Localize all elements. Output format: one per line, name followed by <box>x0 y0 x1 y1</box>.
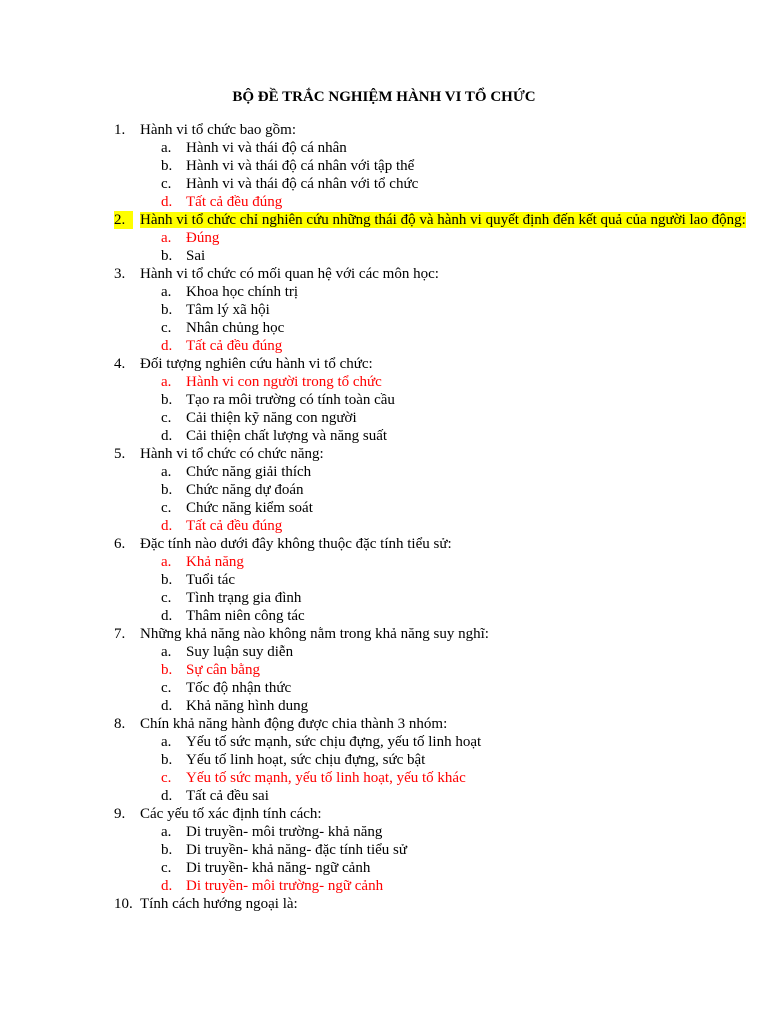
question-2 <box>0 211 768 229</box>
option-letter: b. <box>161 248 173 264</box>
option-text: Chức năng giải thích <box>186 464 312 480</box>
option-7-d <box>0 697 768 715</box>
option-text: Sai <box>186 248 206 264</box>
option-4-b <box>0 391 768 409</box>
question-text: Đặc tính nào dưới đây không thuộc đặc tính tiểu sử: <box>140 536 452 552</box>
option-6-b <box>0 571 768 589</box>
option-text: Di truyền- khả năng- ngữ cảnh <box>186 860 371 876</box>
option-letter: a. <box>161 824 172 840</box>
option-text: Cải thiện kỹ năng con người <box>186 410 357 426</box>
option-text: Sự cân bằng <box>186 662 260 678</box>
option-letter: c. <box>161 590 172 606</box>
question-text: Hành vi tổ chức bao gồm: <box>140 122 297 138</box>
option-letter: c. <box>161 500 172 516</box>
option-text: Khoa học chính trị <box>186 284 299 300</box>
option-2-a <box>0 229 768 247</box>
option-text: Di truyền- môi trường- khả năng <box>186 824 383 840</box>
option-text: Hành vi con người trong tổ chức <box>186 374 382 390</box>
option-9-a <box>0 823 768 841</box>
option-letter: c. <box>161 176 172 192</box>
option-letter: a. <box>161 230 172 246</box>
option-1-b <box>0 157 768 175</box>
option-3-c <box>0 319 768 337</box>
option-letter: d. <box>161 194 173 210</box>
question-10 <box>0 895 768 913</box>
option-3-a <box>0 283 768 301</box>
option-letter: b. <box>161 302 173 318</box>
option-letter: d. <box>161 788 173 804</box>
question-text: Hành vi tổ chức chỉ nghiên cứu những thái độ và hành vi quyết định đến kết quả của người lao động: <box>140 212 746 228</box>
option-letter: c. <box>161 320 172 336</box>
option-letter: c. <box>161 410 172 426</box>
option-9-c <box>0 859 768 877</box>
option-text: Tất cả đều đúng <box>186 194 283 210</box>
option-text: Di truyền- khả năng- đặc tính tiểu sử <box>186 842 407 858</box>
option-letter: a. <box>161 644 172 660</box>
option-letter: b. <box>161 158 173 174</box>
option-2-b <box>0 247 768 265</box>
question-3 <box>0 265 768 283</box>
option-4-c <box>0 409 768 427</box>
option-text: Yếu tố linh hoạt, sức chịu đựng, sức bật <box>186 752 426 768</box>
option-1-c <box>0 175 768 193</box>
option-text: Di truyền- môi trường- ngữ cảnh <box>186 878 384 894</box>
question-4 <box>0 355 768 373</box>
question-number: 10. <box>114 896 133 912</box>
option-8-b <box>0 751 768 769</box>
option-letter: b. <box>161 572 173 588</box>
option-text: Tạo ra môi trường có tính toàn cầu <box>186 392 395 408</box>
option-letter: d. <box>161 878 173 894</box>
option-letter: d. <box>161 518 173 534</box>
question-text: Tính cách hướng ngoại là: <box>140 896 298 912</box>
page-title: BỘ ĐỀ TRẮC NGHIỆM HÀNH VI TỔ CHỨC <box>232 89 536 105</box>
option-text: Yếu tố sức mạnh, sức chịu đựng, yếu tố linh hoạt <box>186 734 482 750</box>
option-text: Tất cả đều đúng <box>186 338 283 354</box>
option-text: Tất cả đều sai <box>186 788 269 804</box>
option-letter: a. <box>161 464 172 480</box>
option-text: Tình trạng gia đình <box>186 590 302 606</box>
question-text: Đối tượng nghiên cứu hành vi tổ chức: <box>140 356 373 372</box>
option-1-a <box>0 139 768 157</box>
option-letter: c. <box>161 680 172 696</box>
option-4-a <box>0 373 768 391</box>
option-text: Thâm niên công tác <box>186 608 305 624</box>
option-letter: a. <box>161 374 172 390</box>
option-letter: d. <box>161 698 173 714</box>
question-number: 2. <box>114 211 133 229</box>
question-number: 5. <box>114 446 126 462</box>
option-letter: d. <box>161 428 173 444</box>
option-letter: d. <box>161 338 173 354</box>
option-letter: a. <box>161 734 172 750</box>
question-7 <box>0 625 768 643</box>
option-7-a <box>0 643 768 661</box>
option-letter: b. <box>161 752 173 768</box>
question-text: Các yếu tố xác định tính cách: <box>140 806 322 822</box>
option-8-c <box>0 769 768 787</box>
option-letter: d. <box>161 608 173 624</box>
option-text: Chức năng dự đoán <box>186 482 304 498</box>
option-6-c <box>0 589 768 607</box>
option-5-d <box>0 517 768 535</box>
option-5-b <box>0 481 768 499</box>
question-number: 7. <box>114 626 126 642</box>
question-number: 8. <box>114 716 126 732</box>
option-7-b <box>0 661 768 679</box>
question-number: 4. <box>114 356 126 372</box>
question-text: Hành vi tổ chức có chức năng: <box>140 446 324 462</box>
option-text: Nhân chủng học <box>186 320 285 336</box>
question-text: Hành vi tổ chức có mối quan hệ với các môn học: <box>140 266 439 282</box>
option-text: Tâm lý xã hội <box>186 302 270 318</box>
question-5 <box>0 445 768 463</box>
option-text: Khả năng <box>186 554 244 570</box>
option-letter: a. <box>161 284 172 300</box>
question-number: 6. <box>114 536 126 552</box>
option-letter: b. <box>161 842 173 858</box>
question-text: Những khả năng nào không nằm trong khả năng suy nghĩ: <box>140 626 489 642</box>
question-number: 9. <box>114 806 126 822</box>
option-8-d <box>0 787 768 805</box>
option-letter: b. <box>161 392 173 408</box>
option-letter: b. <box>161 482 173 498</box>
question-1 <box>0 121 768 139</box>
option-text: Chức năng kiểm soát <box>186 500 313 516</box>
option-text: Hành vi và thái độ cá nhân <box>186 140 347 156</box>
option-6-d <box>0 607 768 625</box>
option-4-d <box>0 427 768 445</box>
option-letter: b. <box>161 662 173 678</box>
question-6 <box>0 535 768 553</box>
question-number: 1. <box>114 122 126 138</box>
option-text: Khả năng hình dung <box>186 698 309 714</box>
option-text: Hành vi và thái độ cá nhân với tổ chức <box>186 176 419 192</box>
option-letter: a. <box>161 140 172 156</box>
option-3-b <box>0 301 768 319</box>
option-letter: a. <box>161 554 172 570</box>
option-text: Đúng <box>186 230 220 246</box>
option-6-a <box>0 553 768 571</box>
option-text: Tốc độ nhận thức <box>186 680 292 696</box>
option-text: Suy luận suy diễn <box>186 644 294 660</box>
question-number: 3. <box>114 266 126 282</box>
option-1-d <box>0 193 768 211</box>
option-9-d <box>0 877 768 895</box>
quiz-list <box>0 121 768 913</box>
option-text: Hành vi và thái độ cá nhân với tập thể <box>186 158 415 174</box>
option-7-c <box>0 679 768 697</box>
option-text: Tất cả đều đúng <box>186 518 283 534</box>
question-text: Chín khả năng hành động được chia thành 3 nhóm: <box>140 716 448 732</box>
option-9-b <box>0 841 768 859</box>
option-5-a <box>0 463 768 481</box>
option-text: Cải thiện chất lượng và năng suất <box>186 428 388 444</box>
option-5-c <box>0 499 768 517</box>
option-letter: c. <box>161 770 172 786</box>
option-3-d <box>0 337 768 355</box>
option-letter: c. <box>161 860 172 876</box>
option-8-a <box>0 733 768 751</box>
option-text: Tuổi tác <box>186 572 236 588</box>
option-text: Yếu tố sức mạnh, yếu tố linh hoạt, yếu tố khác <box>186 770 466 786</box>
question-8 <box>0 715 768 733</box>
question-9 <box>0 805 768 823</box>
